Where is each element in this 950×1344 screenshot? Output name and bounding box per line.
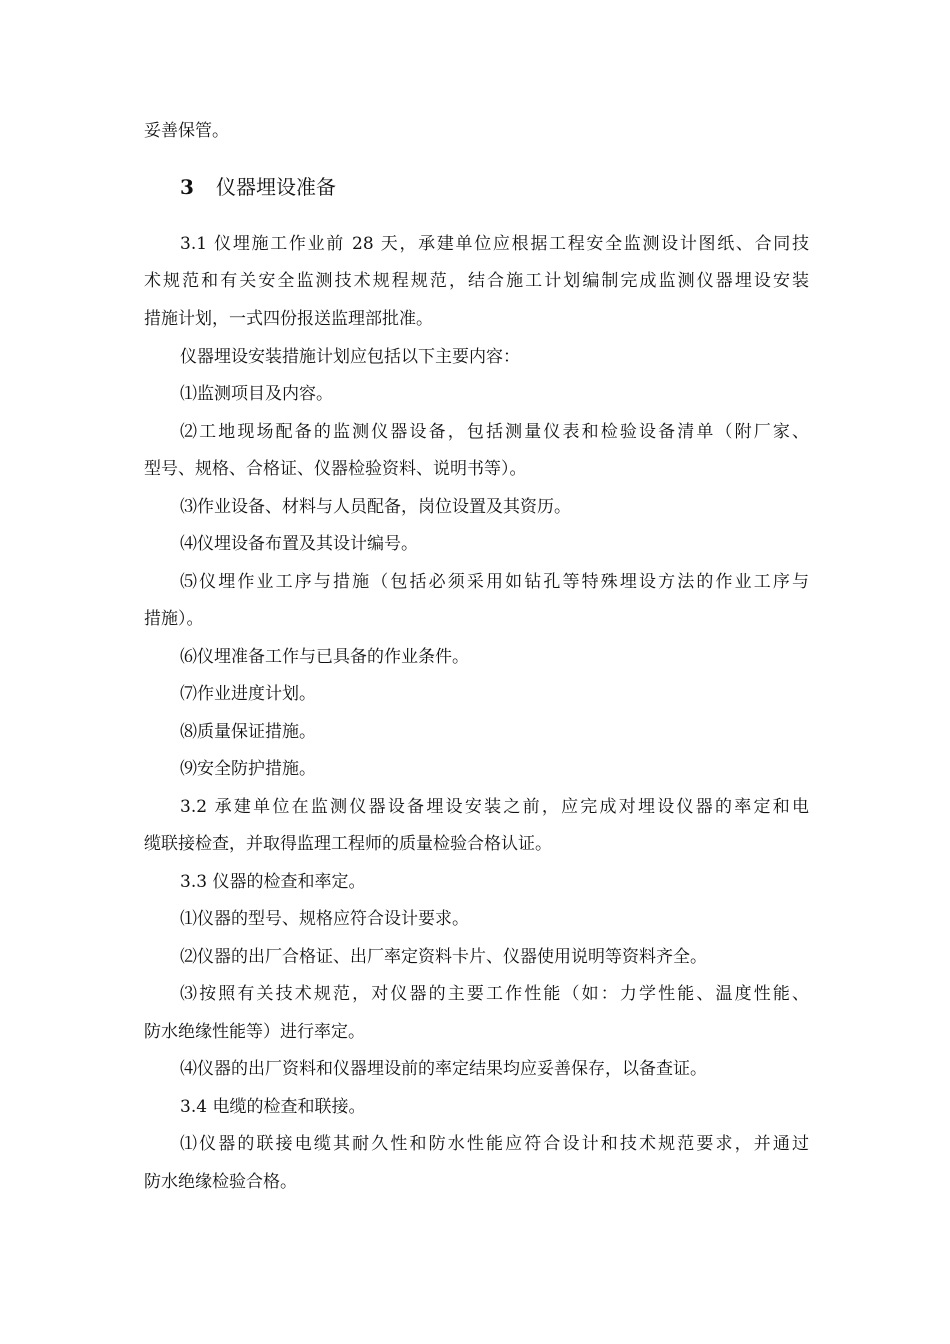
plan-item-8: ⑻质量保证措施。 [180,722,316,742]
para-3-2-line-2: 缆联接检查，并取得监理工程师的质量检验合格认证。 [144,834,552,854]
plan-item-6: ⑹仪埋准备工作与已具备的作业条件。 [180,647,469,667]
check-item-4: ⑷仪器的出厂资料和仪器埋设前的率定结果均应妥善保存，以备查证。 [180,1059,707,1079]
plan-item-2-line-2: 型号、规格、合格证、仪器检验资料、说明书等）。 [144,459,527,479]
plan-item-4: ⑷仪埋设备布置及其设计编号。 [180,534,418,554]
plan-item-9: ⑼安全防护措施。 [180,759,316,779]
section-heading [180,173,336,201]
para-3-1-line-1: 3.1 仪埋施工作业前 28 天，承建单位应根据工程安全监测设计图纸、合同技 [180,234,809,254]
cable-item-1-line-2: 防水绝缘检验合格。 [144,1172,297,1192]
para-3-1-line-3: 措施计划，一式四份报送监理部批准。 [144,309,433,329]
para-3-2-line-1: 3.2 承建单位在监测仪器设备埋设安装之前，应完成对埋设仪器的率定和电 [180,797,809,817]
plan-item-7: ⑺作业进度计划。 [180,684,316,704]
plan-item-2-line-1: ⑵工地现场配备的监测仪器设备，包括测量仪表和检验设备清单（附厂家、 [180,422,809,442]
check-item-2: ⑵仪器的出厂合格证、出厂率定资料卡片、仪器使用说明等资料齐全。 [180,947,707,967]
cable-item-1-line-1: ⑴仪器的联接电缆其耐久性和防水性能应符合设计和技术规范要求，并通过 [180,1134,809,1154]
check-item-1: ⑴仪器的型号、规格应符合设计要求。 [180,909,469,929]
para-3-1-line-2: 术规范和有关安全监测技术规程规范，结合施工计划编制完成监测仪器埋设安装 [144,271,809,291]
plan-item-5-line-1: ⑸仪埋作业工序与措施（包括必须采用如钻孔等特殊埋设方法的作业工序与 [180,572,809,592]
check-item-3-line-1: ⑶按照有关技术规范，对仪器的主要工作性能（如：力学性能、温度性能、 [180,984,809,1004]
plan-item-1: ⑴监测项目及内容。 [180,384,333,404]
plan-item-5-line-2: 措施）。 [144,609,204,629]
para-3-4: 3.4 电缆的检查和联接。 [180,1097,366,1117]
plan-intro: 仪器埋设安装措施计划应包括以下主要内容： [180,347,520,367]
top-fragment: 妥善保管。 [144,121,229,141]
check-item-3-line-2: 防水绝缘性能等）进行率定。 [144,1022,365,1042]
para-3-3: 3.3 仪器的检查和率定。 [180,872,366,892]
section-title: 仪器埋设准备 [216,175,336,199]
section-number: 3 [180,175,194,199]
plan-item-3: ⑶作业设备、材料与人员配备，岗位设置及其资历。 [180,497,571,517]
